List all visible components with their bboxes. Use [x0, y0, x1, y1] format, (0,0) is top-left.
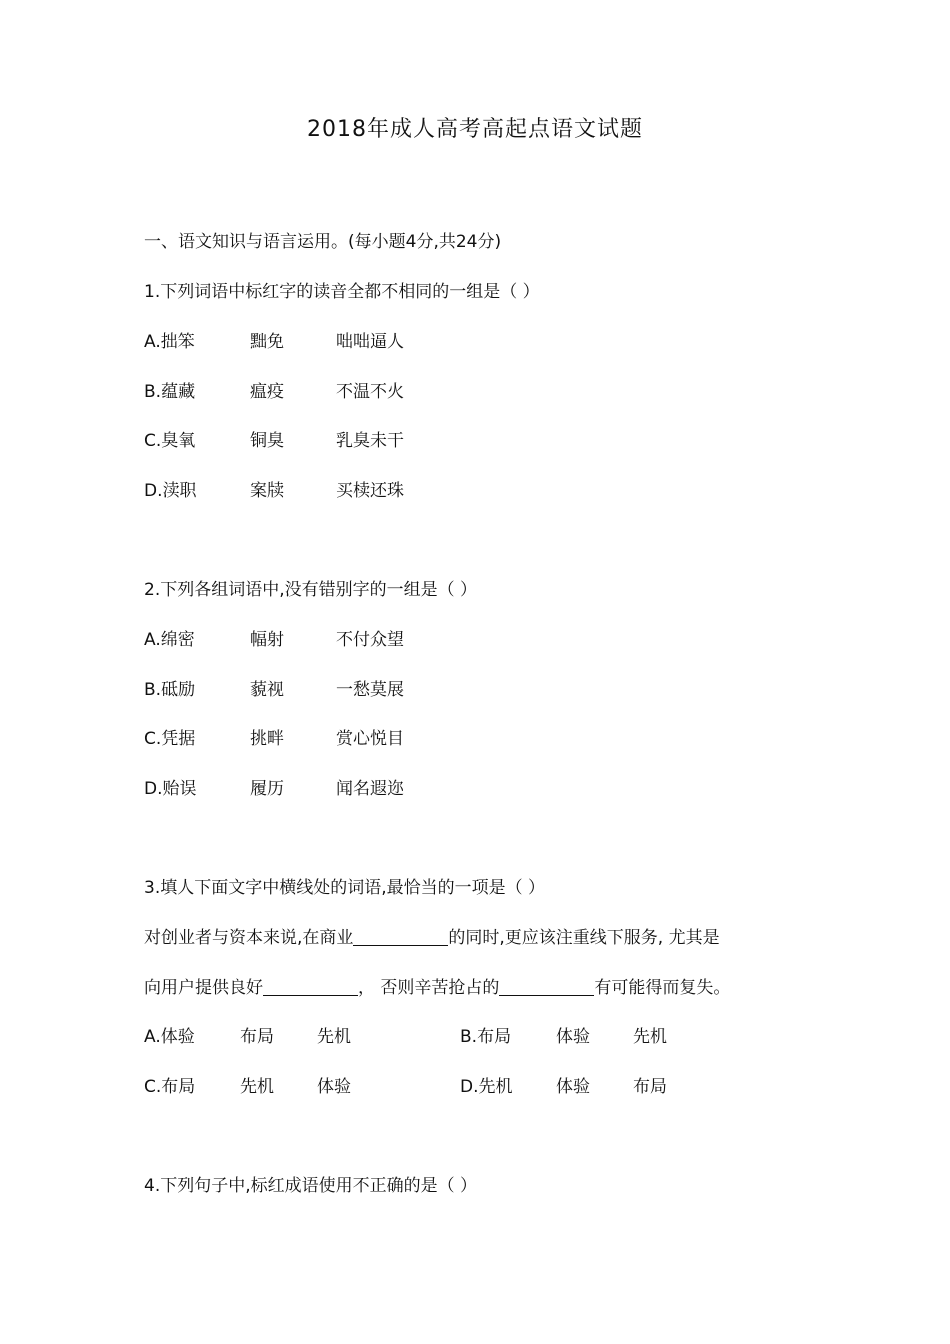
passage-text: 的同时,更应该注重线下服务, 尤其是 [448, 928, 720, 948]
option-word-3: 先机 [633, 1027, 667, 1047]
q1-option-a [144, 331, 404, 353]
passage-text: 对创业者与资本来说,在商业 [144, 928, 354, 948]
option-word-2: 案牍 [250, 481, 284, 501]
option-word-3: 咄咄逼人 [336, 332, 404, 352]
option-word-3: 赏心悦目 [336, 729, 404, 749]
fill-blank-2 [263, 977, 358, 996]
q1-option-c [144, 430, 404, 452]
passage-text: ， 否则辛苦抢占的 [358, 978, 500, 998]
q2-option-b [144, 679, 404, 701]
option-word-3: 闻名遐迩 [336, 779, 404, 799]
q3-option-a [144, 1026, 351, 1048]
option-word-1: B.布局 [460, 1027, 512, 1047]
option-word-2: 幅射 [250, 630, 284, 650]
option-word-3: 一愁莫展 [336, 680, 404, 700]
q2-option-a [144, 629, 404, 651]
q2-option-d [144, 778, 404, 800]
option-word-3: 布局 [633, 1077, 667, 1097]
option-word-2: 挑畔 [250, 729, 284, 749]
option-word-3: 体验 [317, 1077, 351, 1097]
option-word-3: 乳臭未干 [336, 431, 404, 451]
option-word-2: 铜臭 [250, 431, 284, 451]
fill-blank-3 [499, 977, 594, 996]
q3-passage-line-2 [144, 977, 730, 999]
q4-stem: 4.下列句子中,标红成语使用不正确的是（ ） [144, 1176, 478, 1196]
option-word-3: 不付众望 [336, 630, 404, 650]
option-word-1: D.贻误 [144, 779, 197, 799]
option-word-1: C.凭据 [144, 729, 196, 749]
option-word-1: C.布局 [144, 1077, 196, 1097]
q3-option-c [144, 1076, 351, 1098]
q1-stem: 1.下列词语中标红字的读音全都不相同的一组是（ ） [144, 282, 540, 302]
q1-option-d [144, 480, 404, 502]
option-word-3: 先机 [317, 1027, 351, 1047]
fill-blank-1 [353, 927, 448, 946]
option-word-2: 先机 [240, 1077, 274, 1097]
option-word-1: B.砥励 [144, 680, 196, 700]
option-word-1: A.拙笨 [144, 332, 195, 352]
option-word-2: 布局 [240, 1027, 274, 1047]
option-word-2: 藐视 [250, 680, 284, 700]
option-word-2: 体验 [556, 1077, 590, 1097]
q1-option-b [144, 381, 404, 403]
q3-option-d [460, 1076, 667, 1098]
option-word-2: 黜免 [250, 332, 284, 352]
option-word-1: A.绵密 [144, 630, 195, 650]
document-title: 2018年成人高考高起点语文试题 [307, 117, 643, 142]
option-word-2: 体验 [556, 1027, 590, 1047]
passage-text: 向用户提供良好 [144, 978, 263, 998]
q3-passage-line-1 [144, 927, 720, 949]
option-word-1: B.蕴藏 [144, 382, 196, 402]
passage-text: 有可能得而复失。 [594, 978, 731, 998]
section-heading: 一、语文知识与语言运用。(每小题4分,共24分) [144, 232, 502, 252]
option-word-3: 买椟还珠 [336, 481, 404, 501]
option-word-1: D.先机 [460, 1077, 513, 1097]
q3-option-b [460, 1026, 667, 1048]
option-word-2: 履历 [250, 779, 284, 799]
option-word-1: C.臭氧 [144, 431, 196, 451]
option-word-1: D.渎职 [144, 481, 197, 501]
option-word-2: 瘟疫 [250, 382, 284, 402]
q2-option-c [144, 728, 404, 750]
q3-stem: 3.填人下面文字中横线处的词语,最恰当的一项是（ ） [144, 878, 546, 898]
q2-stem: 2.下列各组词语中,没有错别字的一组是（ ） [144, 580, 478, 600]
option-word-3: 不温不火 [336, 382, 404, 402]
option-word-1: A.体验 [144, 1027, 195, 1047]
